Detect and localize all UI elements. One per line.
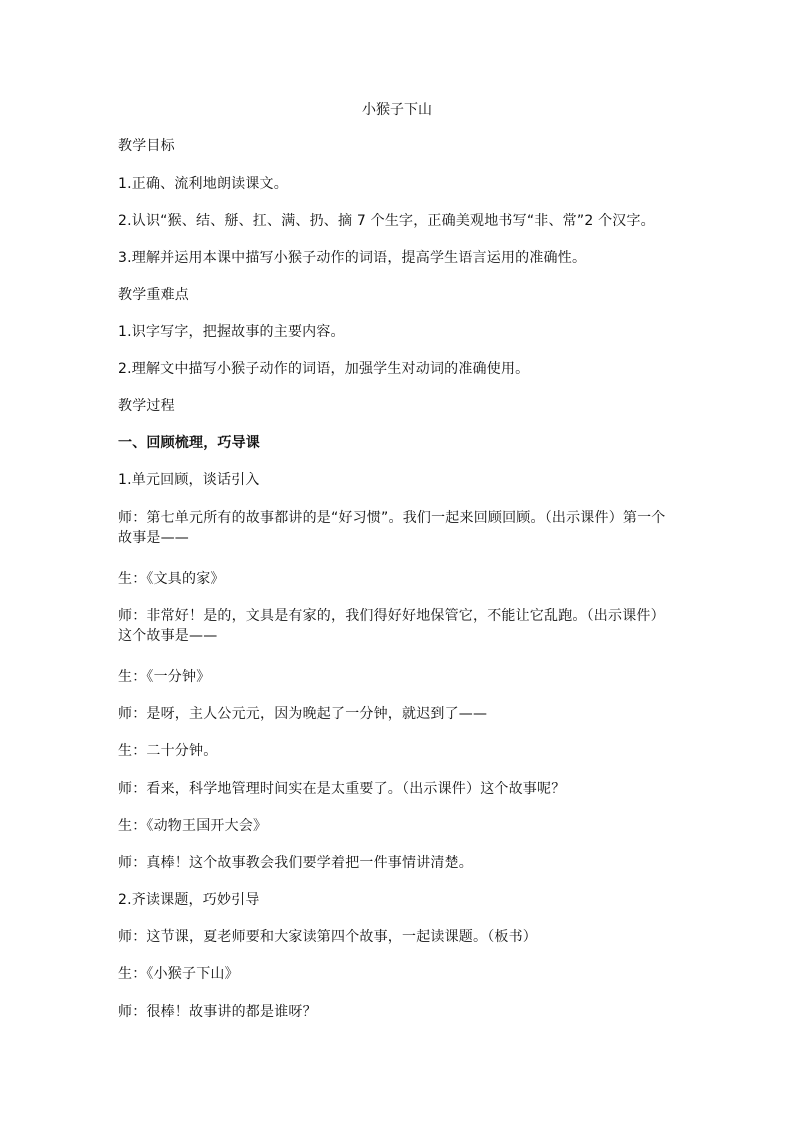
heading-teaching-goals: 教学目标	[118, 138, 175, 154]
dialogue-line: 师：真棒！这个故事教会我们要学着把一件事情讲清楚。	[118, 855, 473, 871]
dialogue-line: 师：非常好！是的，文具是有家的，我们得好好地保管它，不能让它乱跑。（出示课件）这个故事是——	[118, 608, 665, 644]
dialogue-line: 生：《一分钟》	[118, 669, 211, 685]
dialogue-line: 师：是呀，主人公元元，因为晚起了一分钟，就迟到了——	[118, 706, 488, 722]
dialogue-line: 生：《小猴子下山》	[118, 966, 239, 982]
subsection-heading-2: 2.齐读课题，巧妙引导	[118, 892, 260, 908]
goal-item-3: 3.理解并运用本课中描写小猴子动作的词语，提高学生语言运用的准确性。	[118, 250, 587, 266]
subsection-heading-1: 1.单元回顾，谈话引入	[118, 472, 260, 488]
document-title: 小猴子下山	[362, 102, 432, 118]
dialogue-line: 生：《文具的家》	[118, 571, 225, 587]
dialogue-line: 师：很棒！故事讲的都是谁呀？	[118, 1004, 317, 1020]
heading-key-points: 教学重难点	[118, 287, 189, 303]
dialogue-line: 师：第七单元所有的故事都讲的是“好习惯”。我们一起来回顾回顾。（出示课件）第一个故事是——	[118, 510, 666, 546]
key-point-2: 2.理解文中描写小猴子动作的词语，加强学生对动词的准确使用。	[118, 361, 530, 377]
section-heading-1: 一、回顾梳理，巧导课	[118, 435, 260, 451]
heading-teaching-process: 教学过程	[118, 398, 175, 414]
dialogue-line: 师：看来，科学地管理时间实在是太重要了。（出示课件）这个故事呢？	[118, 781, 566, 797]
key-point-1: 1.识字写字，把握故事的主要内容。	[118, 324, 345, 340]
dialogue-line: 生：二十分钟。	[118, 743, 218, 759]
goal-item-1: 1.正确、流利地朗读课文。	[118, 176, 288, 192]
goal-item-2: 2.认识“猴、结、掰、扛、满、扔、摘 7 个生字，正确美观地书写“非、常”2 个汉字。	[118, 213, 655, 229]
dialogue-line: 生：《动物王国开大会》	[118, 818, 268, 834]
dialogue-line: 师：这节课，夏老师要和大家读第四个故事，一起读课题。（板书）	[118, 929, 537, 945]
